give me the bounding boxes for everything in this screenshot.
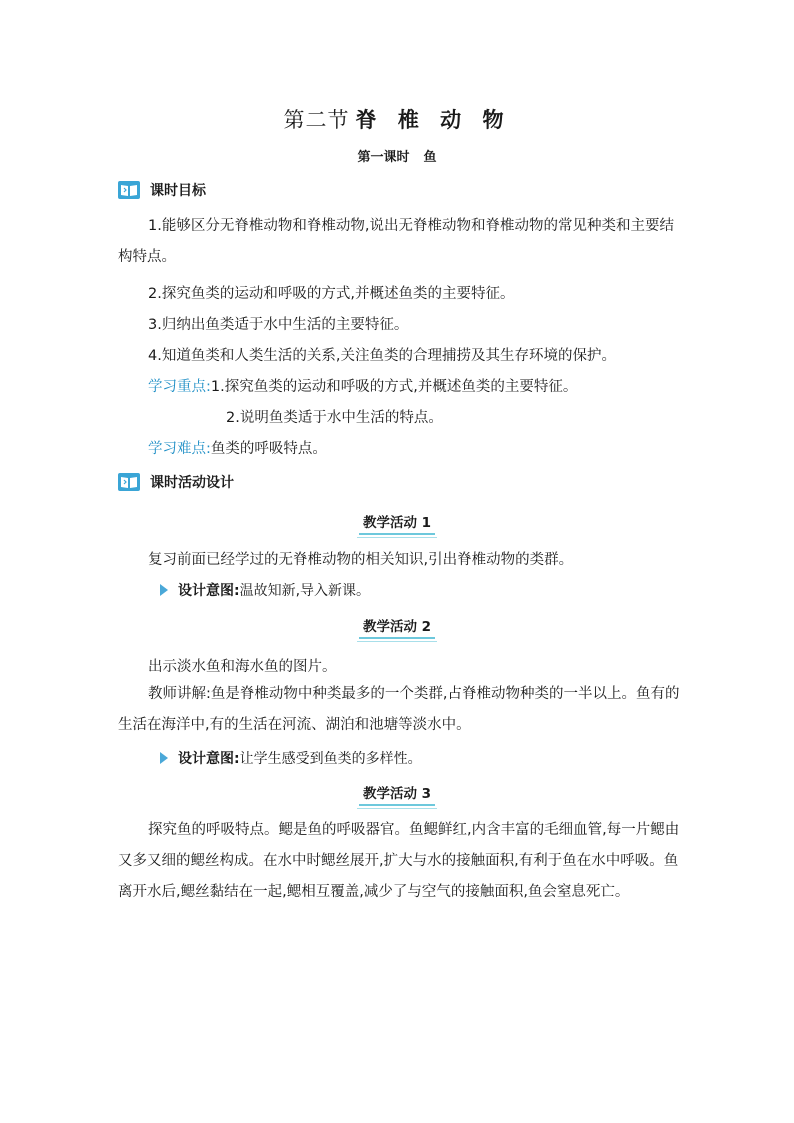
lesson-topic: 鱼 xyxy=(423,150,437,165)
activity-2-intent xyxy=(160,748,422,768)
intent-text: 让学生感受到鱼类的多样性。 xyxy=(239,751,422,767)
goal-item-3: 3.归纳出鱼类适于水中生活的主要特征。 xyxy=(148,317,409,333)
intent-text: 温故知新,导入新课。 xyxy=(239,583,371,599)
design-heading xyxy=(118,471,234,493)
goals-heading xyxy=(118,179,206,201)
lesson-label: 第一课时 xyxy=(357,150,410,165)
goal-item-2: 2.探究鱼类的运动和呼吸的方式,并概述鱼类的主要特征。 xyxy=(148,286,515,302)
key-point-1: 1.探究鱼类的运动和呼吸的方式,并概述鱼类的主要特征。 xyxy=(210,379,578,395)
difficulty-label: 学习难点: xyxy=(148,441,211,457)
triangle-bullet-icon xyxy=(160,752,168,764)
activity-2-explanation: 教师讲解:鱼是脊椎动物中种类最多的一个类群,占脊椎动物种类的一半以上。鱼有的生活在海洋中,有的生活在河流、湖泊和池塘等淡水中。 xyxy=(118,686,680,733)
section-title xyxy=(0,104,794,134)
goals-heading-label: 课时目标 xyxy=(150,183,206,199)
intent-label: 设计意图: xyxy=(178,751,240,767)
design-heading-label: 课时活动设计 xyxy=(150,475,234,491)
goal-item-1: 1.能够区分无脊椎动物和脊椎动物,说出无脊椎动物和脊椎动物的常见种类和主要结构特点。 xyxy=(118,218,674,265)
book-icon xyxy=(118,181,140,199)
activity-1-title: 教学活动 1 xyxy=(0,511,794,535)
book-icon xyxy=(118,473,140,491)
difficulty-text: 鱼类的呼吸特点。 xyxy=(210,441,327,457)
key-points xyxy=(148,375,577,396)
section-prefix: 第二节 xyxy=(283,108,350,132)
triangle-bullet-icon xyxy=(160,584,168,596)
activity-3-text: 探究鱼的呼吸特点。鳃是鱼的呼吸器官。鱼鳃鲜红,内含丰富的毛细血管,每一片鳃由又多又细的鳃丝构成。在水中时鳃丝展开,扩大与水的接触面积,有利于鱼在水中呼吸。鱼离开水后,鳃丝黏结在一起,鳃相互覆盖,减少了与空气的接触面积,鱼会窒息死亡。 xyxy=(118,822,680,900)
lesson-subtitle xyxy=(0,146,794,165)
activity-2-text: 出示淡水鱼和海水鱼的图片。 xyxy=(148,659,337,675)
section-name: 脊 椎 动 物 xyxy=(355,108,511,132)
key-points-label: 学习重点: xyxy=(148,379,211,395)
intent-label: 设计意图: xyxy=(178,583,240,599)
key-point-2: 2.说明鱼类适于水中生活的特点。 xyxy=(226,410,443,426)
difficulty xyxy=(148,437,327,458)
activity-1-text: 复习前面已经学过的无脊椎动物的相关知识,引出脊椎动物的类群。 xyxy=(148,552,574,568)
activity-1-intent xyxy=(160,580,370,600)
activity-3-title: 教学活动 3 xyxy=(0,782,794,806)
goal-item-4: 4.知道鱼类和人类生活的关系,关注鱼类的合理捕捞及其生存环境的保护。 xyxy=(148,348,616,364)
activity-2-title: 教学活动 2 xyxy=(0,615,794,639)
